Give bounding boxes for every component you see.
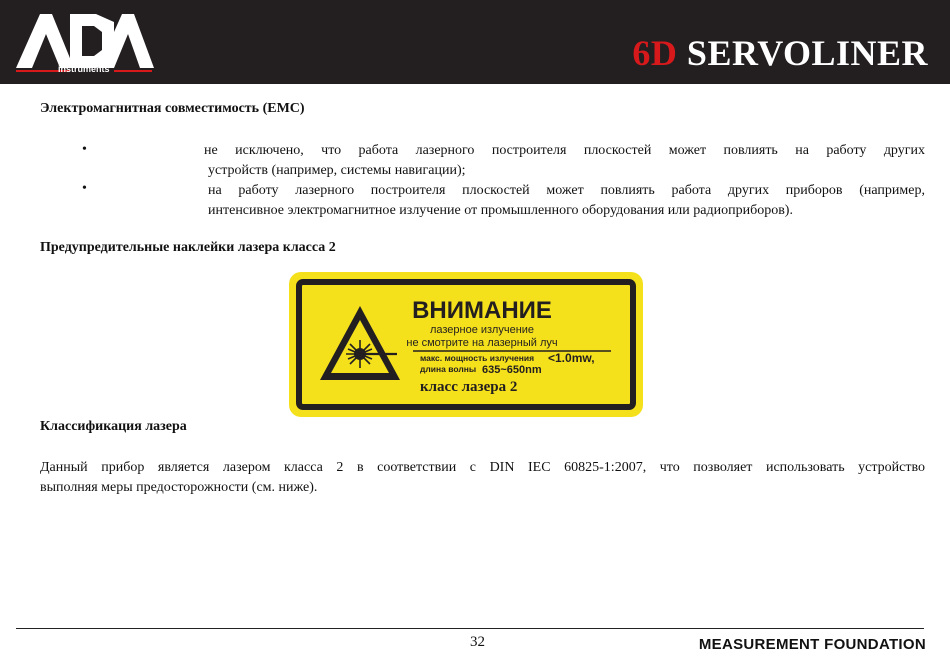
sticker-class-text: класс лазера 2 [420, 379, 518, 395]
laser-warning-sticker [289, 272, 643, 417]
emc-item-2-line1: на работу лазерного построителя плоскостей может повлиять работа других приборов (например, [208, 183, 925, 198]
footer-divider [16, 628, 924, 629]
bullet-marker: • [82, 181, 87, 196]
sticker-wavelength-value: 635~650nm [482, 364, 542, 376]
footer-brand-text: MEASUREMENT FOUNDATION [698, 636, 926, 653]
classification-line-2: выполняя меры предосторожности (см. ниже). [40, 480, 318, 495]
emc-item-2-line2: интенсивное электромагнитное излучение от промышленного оборудования или радиоприборов). [208, 203, 793, 218]
emc-item-1-line1: не исключено, что работа лазерного построителя плоскостей может повлиять на работу других [204, 143, 925, 158]
sticker-wavelength-label: длина волны [420, 364, 477, 374]
header-bar [0, 0, 950, 84]
product-title [632, 32, 928, 74]
sticker-heading: ВНИМАНИЕ [412, 297, 552, 324]
logo-subtitle: instruments [58, 64, 110, 74]
labels-heading: Предупредительные наклейки лазера класса 2 [40, 240, 336, 255]
sticker-line-2: не смотрите на лазерный луч [406, 337, 558, 349]
page-number: 32 [470, 634, 485, 650]
emc-heading: Электромагнитная совместимость (EMC) [40, 101, 305, 116]
classification-line-1: Данный прибор является лазером класса 2 в соответствии с DIN IEC 60825-1:2007, что позволяет использовать устройство [40, 460, 925, 475]
sticker-power-value: <1.0mw, [548, 351, 595, 365]
emc-item-1-line2: устройств (например, системы навигации); [208, 163, 466, 178]
sticker-line-1: лазерное излучение [429, 324, 535, 336]
sticker-power-label: макс. мощность излучения [420, 353, 535, 363]
product-prefix: 6D [632, 33, 678, 73]
classification-heading: Классификация лазера [40, 419, 187, 434]
product-name: SERVOLINER [686, 33, 928, 73]
bullet-marker: • [82, 142, 87, 157]
